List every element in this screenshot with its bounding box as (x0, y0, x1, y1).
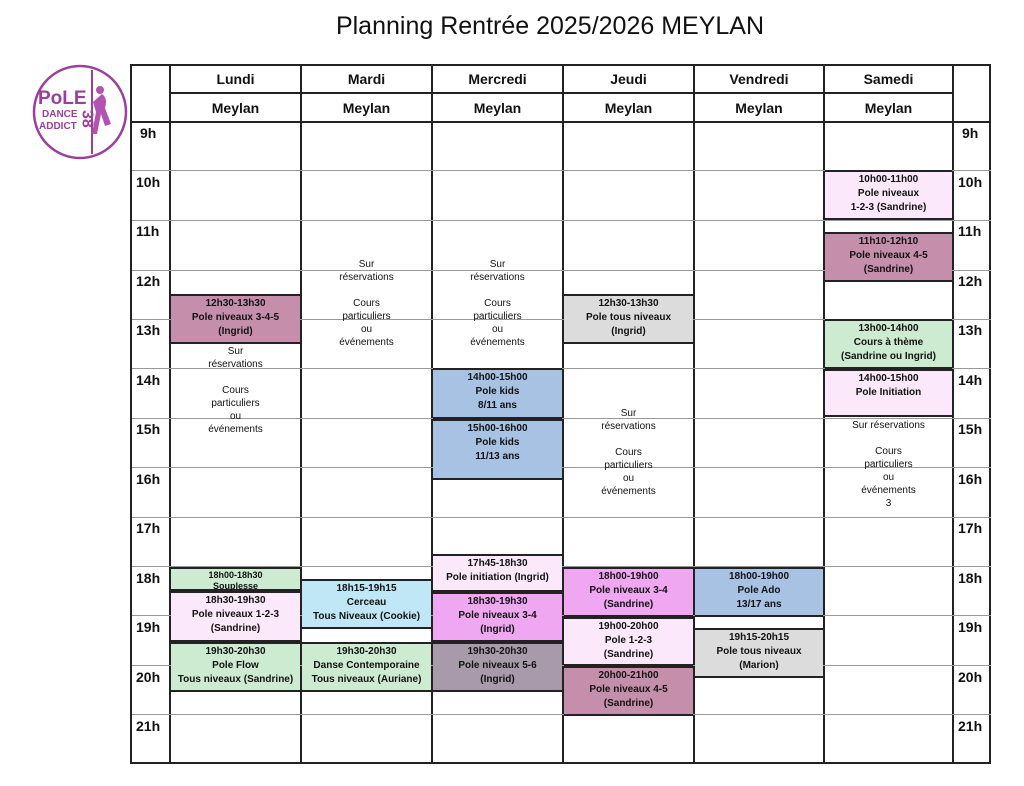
course-slot[interactable]: 18h30-19h30 Pole niveaux 1-2-3 (Sandrine) (171, 591, 300, 642)
hour-label: 12h (958, 273, 983, 289)
day-header: Lundi (216, 71, 255, 87)
location-header: Meylan (735, 100, 783, 116)
course-slot[interactable]: 19h00-20h00 Pole 1-2-3 (Sandrine) (564, 617, 693, 666)
hour-label: 16h (136, 471, 161, 487)
hour-label: 19h (958, 619, 983, 635)
hour-label: 9h (962, 125, 979, 141)
hour-label: 20h (136, 669, 161, 685)
day-header: Mardi (347, 71, 386, 87)
hour-label: 17h (958, 520, 983, 536)
logo-text-mid: DANCE (42, 109, 78, 120)
hour-label: 11h (136, 223, 160, 239)
reservation-note: Sur réservations Cours particuliers ou événements (601, 408, 656, 497)
course-slot[interactable]: 10h00-11h00 Pole niveaux 1-2-3 (Sandrine) (825, 170, 952, 220)
course-slot[interactable]: 11h10-12h10 Pole niveaux 4-5 (Sandrine) (825, 232, 952, 282)
course-slot[interactable]: 19h30-20h30 Pole Flow Tous niveaux (Sandrine) (171, 642, 300, 692)
course-slot[interactable]: 17h45-18h30 Pole initiation (Ingrid) (433, 554, 562, 592)
hour-label: 13h (958, 322, 983, 338)
hour-label: 12h (136, 273, 161, 289)
day-header: Samedi (863, 71, 914, 87)
course-slot[interactable]: 19h30-20h30 Pole niveaux 5-6 (Ingrid) (433, 642, 562, 692)
hour-label: 14h (136, 372, 161, 388)
hour-label: 18h (136, 570, 161, 586)
course-slot[interactable]: 18h15-19h15 Cerceau Tous Niveaux (Cookie) (302, 579, 431, 629)
day-header: Mercredi (468, 71, 527, 87)
location-header: Meylan (211, 100, 260, 116)
course-slot[interactable]: 12h30-13h30 Pole tous niveaux (Ingrid) (564, 294, 693, 344)
hour-label: 10h (136, 174, 161, 190)
hour-label: 15h (958, 421, 983, 437)
reservation-note: Sur réservations Cours particuliers ou événements 3 (852, 420, 925, 509)
course-slot[interactable]: 18h00-18h30 Souplesse (171, 567, 300, 591)
hour-label: 9h (140, 125, 157, 141)
hour-label: 13h (136, 322, 161, 338)
reservation-note: Sur réservations Cours particuliers ou événements (339, 259, 394, 348)
course-slot[interactable]: 18h00-19h00 Pole Ado 13/17 ans (695, 567, 823, 617)
schedule-grid (130, 64, 991, 764)
reservation-note: Sur réservations Cours particuliers ou événements (208, 346, 263, 435)
hour-label: 20h (958, 669, 983, 685)
page-title: Planning Rentrée 2025/2026 MEYLAN (335, 12, 765, 40)
location-header: Meylan (604, 100, 653, 116)
hour-label: 16h (958, 471, 983, 487)
hour-label: 17h (136, 520, 161, 536)
course-slot[interactable]: 14h00-15h00 Pole kids 8/11 ans (433, 368, 562, 419)
location-header: Meylan (473, 100, 522, 116)
logo-num: 38 (78, 110, 96, 128)
divider (169, 92, 954, 94)
course-slot[interactable]: 12h30-13h30 Pole niveaux 3-4-5 (Ingrid) (171, 294, 300, 344)
hour-label: 10h (958, 174, 983, 190)
divider (132, 121, 991, 123)
hour-label: 21h (136, 718, 161, 734)
hour-label: 19h (136, 619, 161, 635)
logo-text-bot: ADDICT (39, 121, 77, 132)
location-header: Meylan (342, 100, 391, 116)
course-slot[interactable]: 19h30-20h30 Danse Contemporaine Tous niveaux (Auriane) (302, 642, 431, 692)
course-slot[interactable]: 15h00-16h00 Pole kids 11/13 ans (433, 419, 562, 480)
course-slot[interactable]: 19h15-20h15 Pole tous niveaux (Marion) (695, 628, 823, 678)
logo (32, 64, 128, 160)
hour-label: 14h (958, 372, 983, 388)
hour-label: 21h (958, 718, 983, 734)
hour-label: 11h (958, 223, 982, 239)
location-header: Meylan (864, 100, 913, 116)
day-header: Vendredi (729, 71, 789, 87)
course-slot[interactable]: 13h00-14h00 Cours à thème (Sandrine ou Ingrid) (825, 319, 952, 369)
day-header: Jeudi (610, 71, 647, 87)
logo-text-top: PoLE (38, 88, 87, 109)
reservation-note: Sur réservations Cours particuliers ou événements (470, 259, 525, 348)
hour-label: 15h (136, 421, 161, 437)
course-slot[interactable]: 20h00-21h00 Pole niveaux 4-5 (Sandrine) (564, 666, 693, 716)
course-slot[interactable]: 18h30-19h30 Pole niveaux 3-4 (Ingrid) (433, 592, 562, 642)
course-slot[interactable]: 14h00-15h00 Pole Initiation (825, 369, 952, 417)
hour-label: 18h (958, 570, 983, 586)
divider (132, 714, 991, 715)
divider (132, 517, 991, 518)
course-slot[interactable]: 18h00-19h00 Pole niveaux 3-4 (Sandrine) (564, 567, 693, 617)
divider (132, 220, 991, 221)
